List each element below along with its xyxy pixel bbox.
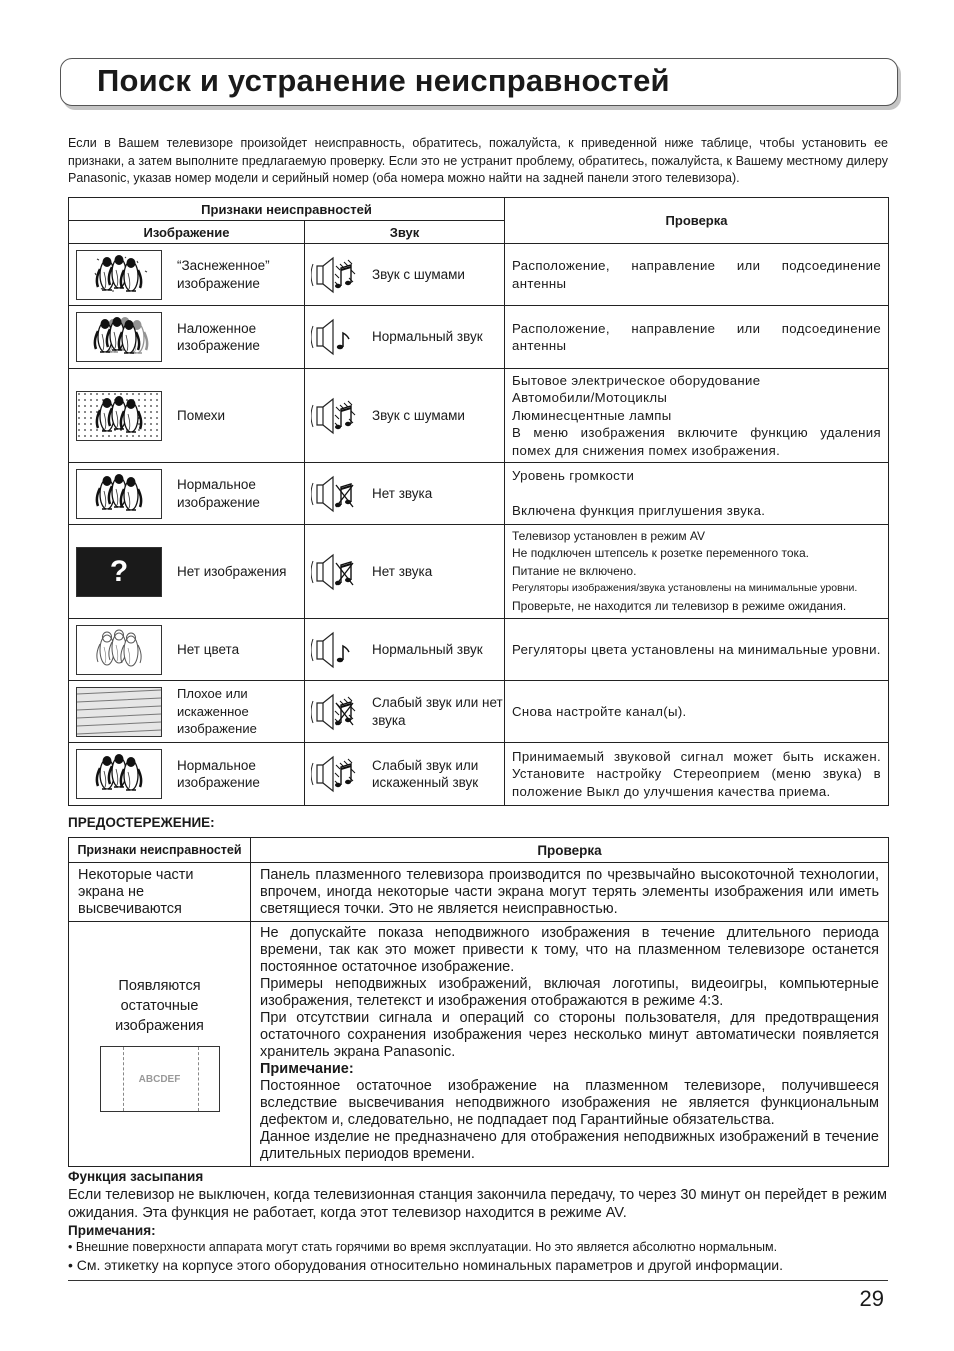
- intro-paragraph: Если в Вашем телевизоре произойдет неисправность, обратитесь, пожалуйста, к приведенной ниже таблице, чтобы установить ее признаки, а затем выполните предлагаемую проверку. Если это не устранит проблему, обратитесь, пожалуйста, к Вашему местному дилеру Panasonic, указав номер модели и серийный номер (оба номера можно найти на задней панели этого телевизора).: [68, 136, 888, 185]
- question-mark: ?: [109, 554, 129, 588]
- caution-check-header: Проверка: [251, 838, 889, 863]
- image-symptom-label: Плохое или искаженное изображение: [177, 686, 257, 737]
- normal-penguins-icon: [76, 469, 162, 519]
- sound-symptom-label: Нормальный звук: [372, 641, 483, 657]
- check-text: Уровень громкости: [512, 468, 635, 484]
- caution-heading: ПРЕДОСТЕРЕЖЕНИЕ:: [68, 815, 215, 830]
- check-text: Регуляторы изображения/звука установлены на минимальные уровни.: [512, 582, 858, 595]
- table-row: [69, 619, 889, 681]
- image-symptom-label: Нет изображения: [177, 563, 287, 579]
- ghost-penguins-icon: [76, 312, 162, 362]
- image-symptom-label: Нормальное изображение: [177, 757, 260, 790]
- afterimage-text: ABCDEF: [138, 1074, 181, 1085]
- notes-list: [68, 1238, 888, 1274]
- check-text: Принимаемый звуковой сигнал может быть искажен. Установите настройку Стереоприем (меню звука) в положение Выкл до улучшения качества приема.: [512, 748, 882, 799]
- footer-divider: [68, 1280, 888, 1281]
- caution-symptom: Некоторые части экрана не высвечиваются: [69, 863, 251, 922]
- check-text: Автомобили/Мотоциклы: [512, 390, 668, 406]
- sleep-section: [68, 1168, 888, 1240]
- check-text: Питание не включено.: [512, 563, 637, 578]
- notes-heading: Примечания:: [68, 1223, 156, 1238]
- page-title: Поиск и устранение неисправностей: [97, 63, 670, 98]
- sound-symptom-label: Слабый звук или нет звука: [372, 695, 503, 728]
- table-row: [69, 743, 889, 806]
- check-text: Не подключен штепсель к розетке переменного тока.: [512, 546, 810, 561]
- sound-symptom-label: Нет звука: [372, 485, 433, 501]
- check-text: Люминесцентные лампы: [512, 407, 672, 423]
- sound-symptom-label: Звук с шумами: [372, 407, 465, 423]
- snowy-penguins-icon: [76, 250, 162, 300]
- caution-note-label: Примечание:: [260, 1061, 354, 1077]
- no-colour-penguins-icon: [76, 625, 162, 675]
- caution-symptom: Появляются остаточные изображения: [115, 978, 204, 1034]
- list-item: • Внешние поверхности аппарата могут стать горячими во время эксплуатации. Но это является абсолютно нормальным.: [68, 1240, 778, 1254]
- check-text: Телевизор установлен в режим AV: [512, 528, 706, 543]
- normal-sound-icon: [311, 627, 357, 673]
- image-symptom-label: Наложенное изображение: [177, 320, 260, 353]
- sound-symptom-label: Нет звука: [372, 563, 433, 579]
- sound-header: Звук: [305, 221, 505, 244]
- normal-sound-icon: [311, 314, 357, 360]
- image-header: Изображение: [69, 221, 305, 244]
- check-spacer: [512, 485, 881, 503]
- image-symptom-label: Помехи: [177, 407, 225, 423]
- image-symptom-label: Нормальное изображение: [177, 477, 260, 510]
- check-text: Расположение, направление или подсоединение антенны: [512, 320, 882, 353]
- afterimage-illustration: [100, 1046, 220, 1112]
- sound-symptom-label: Звук с шумами: [372, 266, 465, 282]
- check-text: Проверьте, не находится ли телевизор в режиме ожидания.: [512, 598, 847, 613]
- caution-paragraph: Постоянное остаточное изображение на плазменном телевизоре, получившееся вследствие высвечивания неподвижного изображения не является функциональным дефектом и, следовательно, не подпадает под Гарантийные обязательства.: [260, 1078, 879, 1128]
- check-text: Включена функция приглушения звука.: [512, 503, 766, 519]
- page-number: 29: [859, 1286, 884, 1311]
- noisy-sound-icon: [311, 252, 357, 298]
- check-text: В меню изображения включите функцию удаления помех для снижения помех изображения.: [512, 425, 882, 458]
- list-item: • См. этикетку на корпусе этого оборудования относительно номинальных параметров и другой информации.: [68, 1257, 783, 1273]
- table-row: [69, 525, 889, 619]
- check-text: Бытовое электрическое оборудование: [512, 372, 761, 388]
- no-picture-icon: [76, 547, 162, 597]
- caution-check: Панель плазменного телевизора производится по чрезвычайно высокоточной технологии, впрочем, иногда некоторые части экрана могут терять элементы изображения или иметь светящиеся точки. Это не является неисправностью.: [251, 863, 889, 922]
- table-row: [69, 306, 889, 369]
- bullet: •: [68, 1240, 73, 1254]
- symptoms-header: Признаки неисправностей: [69, 198, 505, 221]
- noisy-sound-icon: [311, 393, 357, 439]
- table-row: [69, 244, 889, 306]
- noisy-sound-icon: [311, 751, 357, 797]
- sound-symptom-label: Слабый звук или искаженный звук: [372, 757, 479, 790]
- distorted-picture-icon: [76, 687, 162, 737]
- check-header: Проверка: [505, 198, 889, 244]
- bullet: •: [68, 1257, 73, 1273]
- title-box: [60, 58, 898, 106]
- sleep-text: Если телевизор не выключен, когда телевизионная станция закончила передачу, то через 30 минут он перейдет в режим ожидания. Эта функция не работает, когда этот телевизор находится в режиме AV.: [68, 1187, 887, 1221]
- caution-paragraph: Не допускайте показа неподвижного изображения в течение длительного периода времени, так как это может привести к тому, что на плазменном телевизоре останется постоянное остаточное изображение.: [260, 925, 879, 975]
- normal-penguins-icon: [76, 749, 162, 799]
- caution-paragraph: Данное изделие не предназначено для отображения неподвижных изображений в течение длительных периодов времени.: [260, 1129, 879, 1162]
- table-row: [69, 681, 889, 743]
- interference-penguins-icon: [76, 391, 162, 441]
- table-row: [69, 369, 889, 463]
- caution-table: [68, 837, 889, 1167]
- check-text: Расположение, направление или подсоединение антенны: [512, 258, 882, 291]
- caution-symptoms-header: Признаки неисправностей: [69, 838, 251, 863]
- image-symptom-label: “Заснеженное” изображение: [177, 258, 270, 291]
- sleep-heading: Функция засыпания: [68, 1169, 204, 1184]
- no-sound-icon: [311, 471, 357, 517]
- check-text: Снова настройте канал(ы).: [512, 703, 687, 719]
- table-row: [69, 922, 889, 1167]
- table-row: [69, 863, 889, 922]
- caution-paragraph: При отсутствии сигнала и операций со стороны пользователя, для предотвращения остаточного сохранения изображения через несколько минут автоматически появляется хранитель экрана Panasonic.: [260, 1010, 879, 1060]
- weak-sound-icon: [311, 689, 357, 735]
- caution-paragraph: Примеры неподвижных изображений, включая логотипы, видеоигры, компьютерные изображения, телетекст и изображения отображаются в режиме 4:3.: [260, 976, 879, 1009]
- check-text: Регуляторы цвета установлены на минимальные уровни.: [512, 641, 881, 657]
- sound-symptom-label: Нормальный звук: [372, 329, 483, 345]
- troubleshooting-table: [68, 197, 889, 806]
- image-symptom-label: Нет цвета: [177, 641, 240, 657]
- table-row: [69, 463, 889, 525]
- no-sound-icon: [311, 549, 357, 595]
